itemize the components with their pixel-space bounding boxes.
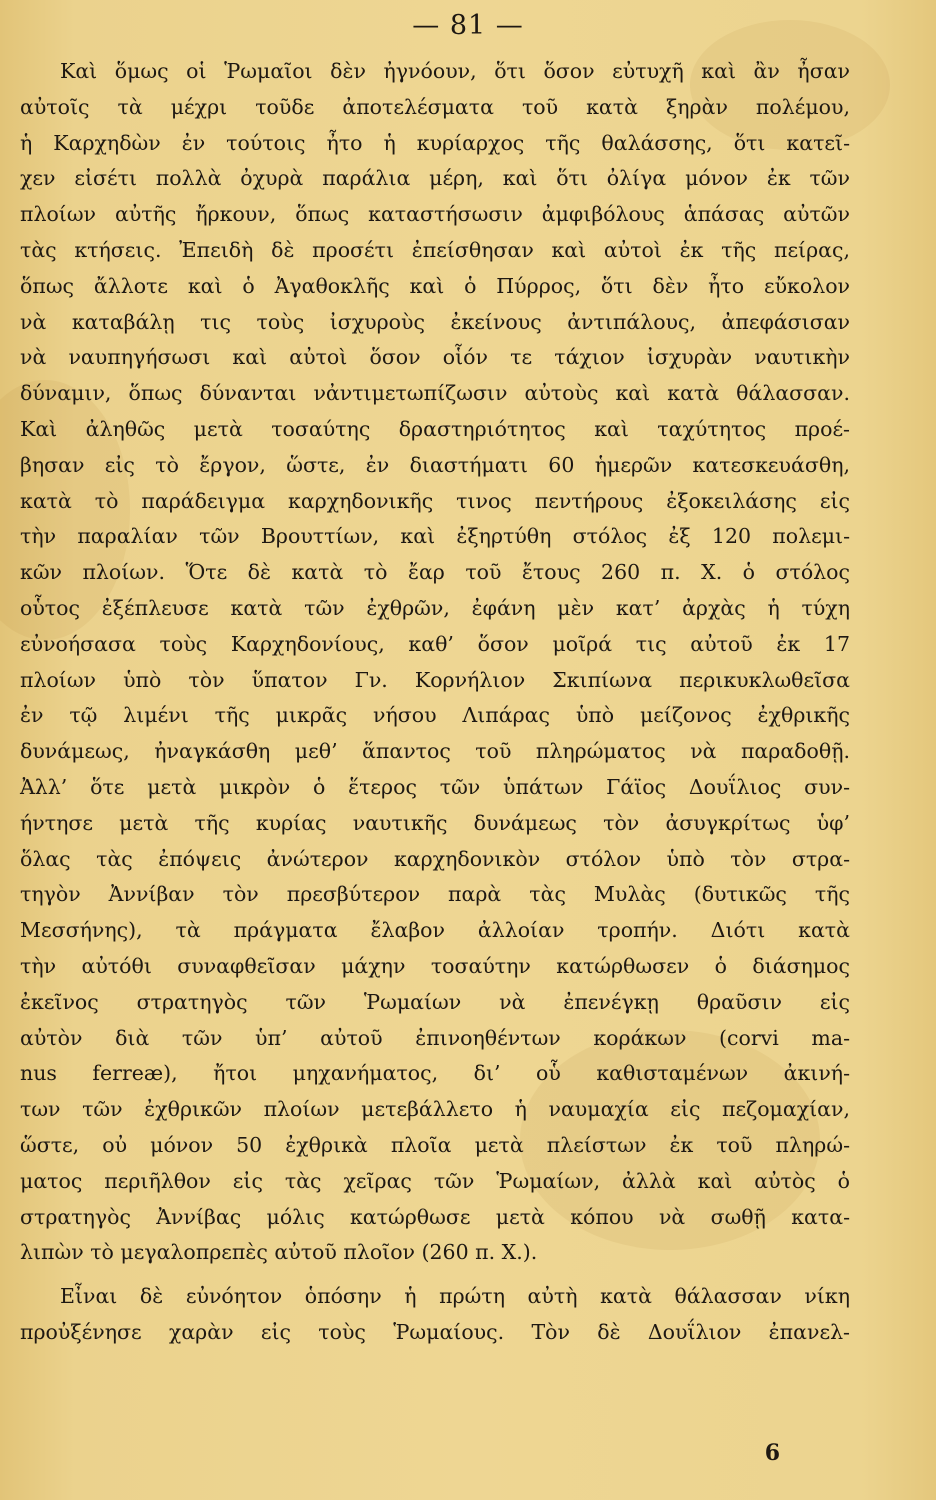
text-line: εὐνοήσασα τοὺς Καρχηδονίους, καθ’ ὅσον μοῖρά τις αὐτοῦ ἐκ 17 (20, 631, 850, 656)
text-line: των τῶν ἐχθρικῶν πλοίων μετεβάλλετο ἡ ναυμαχία εἰς πεζομαχίαν, (20, 1097, 850, 1122)
printer-signature-mark: 6 (764, 1440, 780, 1466)
text-line: Εἶναι δὲ εὐνόητον ὁπόσην ἡ πρώτη αὐτὴ κατὰ θάλασσαν νίκη (60, 1284, 850, 1309)
text-line: δύναμιν, ὅπως δύνανται νἀντιμετωπίζωσιν αὐτοὺς καὶ κατὰ θάλασσαν. (20, 381, 850, 406)
text-line: κατὰ τὸ παράδειγμα καρχηδονικῆς τινος πεντήρους ἐξοκειλάσης εἰς (20, 488, 850, 513)
body-text (20, 54, 850, 1351)
text-line: νὰ καταβάλῃ τις τοὺς ἰσχυροὺς ἐκείνους ἀντιπάλους, ἀπεφάσισαν (20, 309, 850, 334)
text-line: τὰς κτήσεις. Ἐπειδὴ δὲ προσέτι ἐπείσθησαν καὶ αὐτοὶ ἐκ τῆς πείρας, (20, 237, 850, 262)
text-line: τὴν αὐτόθι συναφθεῖσαν μάχην τοσαύτην κατώρθωσεν ὁ διάσημος (20, 953, 850, 978)
text-line: nus ferreæ), ἤτοι μηχανήματος, δι’ οὗ καθισταμένων ἀκινή- (20, 1061, 850, 1086)
text-line: χεν εἰσέτι πολλὰ ὀχυρὰ παράλια μέρη, καὶ ὅτι ὀλίγα μόνον ἐκ τῶν (20, 166, 850, 191)
text-line: οὗτος ἐξέπλευσε κατὰ τῶν ἐχθρῶν, ἐφάνη μὲν κατ’ ἀρχὰς ἡ τύχη (20, 595, 850, 620)
text-line: ήντησε μετὰ τῆς κυρίας ναυτικῆς δυνάμεως τὸν ἀσυγκρίτως ὑφ’ (20, 810, 850, 835)
text-line: κῶν πλοίων. Ὅτε δὲ κατὰ τὸ ἔαρ τοῦ ἔτους 260 π. Χ. ὁ στόλος (20, 560, 850, 585)
text-line: ὥστε, οὐ μόνον 50 ἐχθρικὰ πλοῖα μετὰ πλείστων ἐκ τοῦ πληρώ- (20, 1132, 850, 1157)
text-line: τὴν παραλίαν τῶν Βρουττίων, καὶ ἐξηρτύθη στόλος ἐξ 120 πολεμι- (20, 524, 850, 549)
text-line: ἡ Καρχηδὼν ἐν τούτοις ἦτο ἡ κυρίαρχος τῆς θαλάσσης, ὅτι κατεῖ- (20, 130, 850, 155)
text-line: ὅλας τὰς ἐπόψεις ἀνώτερον καρχηδονικὸν στόλον ὑπὸ τὸν στρα- (20, 846, 850, 871)
text-line: βησαν εἰς τὸ ἔργον, ὥστε, ἐν διαστήματι 60 ἡμερῶν κατεσκευάσθη, (20, 452, 850, 477)
text-line: προὐξένησε χαρὰν εἰς τοὺς Ῥωμαίους. Τὸν δὲ Δουΐλιον ἐπανελ- (20, 1319, 850, 1344)
text-line: αὐτοῖς τὰ μέχρι τοῦδε ἀποτελέσματα τοῦ κατὰ ξηρὰν πολέμου, (20, 94, 850, 119)
text-line: νὰ ναυπηγήσωσι καὶ αὐτοὶ ὅσον οἷόν τε τάχιον ἰσχυρὰν ναυτικὴν (20, 345, 850, 370)
text-line: πλοίων αὐτῆς ἤρκουν, ὅπως καταστήσωσιν ἀμφιβόλους ἁπάσας αὐτῶν (20, 202, 850, 227)
text-line: Ἀλλ’ ὅτε μετὰ μικρὸν ὁ ἕτερος τῶν ὑπάτων Γάϊος Δουΐλιος συν- (20, 774, 850, 799)
page-number: — 81 — (412, 10, 524, 41)
text-line: τηγὸν Ἀννίβαν τὸν πρεσβύτερον παρὰ τὰς Μυλὰς (δυτικῶς τῆς (20, 882, 850, 907)
text-line: αὐτὸν διὰ τῶν ὑπ’ αὐτοῦ ἐπινοηθέντων κοράκων (corvi ma- (20, 1025, 850, 1050)
text-line: ὅπως ἄλλοτε καὶ ὁ Ἀγαθοκλῆς καὶ ὁ Πύρρος, ὅτι δὲν ἦτο εὔκολον (20, 273, 850, 298)
text-line: ἐν τῷ λιμένι τῆς μικρᾶς νήσου Λιπάρας ὑπὸ μείζονος ἐχθρικῆς (20, 703, 850, 728)
text-line: Καὶ ἀληθῶς μετὰ τοσαύτης δραστηριότητος καὶ ταχύτητος προέ- (20, 416, 850, 441)
text-line: λιπὼν τὸ μεγαλοπρεπὲς αὐτοῦ πλοῖον (260 π. Χ.). (20, 1240, 538, 1265)
text-line: Καὶ ὅμως οἱ Ῥωμαῖοι δὲν ἠγνόουν, ὅτι ὅσον εὐτυχῆ καὶ ἂν ἦσαν (60, 59, 850, 83)
text-line: στρατηγὸς Ἀννίβας μόλις κατώρθωσε μετὰ κόπου νὰ σωθῇ κατα- (20, 1204, 850, 1229)
text-line: δυνάμεως, ἠναγκάσθη μεθ’ ἅπαντος τοῦ πληρώματος νὰ παραδοθῇ. (20, 739, 850, 764)
text-line: ἐκεῖνος στρατηγὸς τῶν Ῥωμαίων νὰ ἐπενέγκῃ θραῦσιν εἰς (20, 989, 850, 1014)
text-line: ματος περιῆλθον εἰς τὰς χεῖρας τῶν Ῥωμαίων, ἀλλὰ καὶ αὐτὸς ὁ (20, 1168, 850, 1193)
text-line: Μεσσήνης), τὰ πράγματα ἔλαβον ἀλλοίαν τροπήν. Διότι κατὰ (20, 918, 850, 943)
text-line: πλοίων ὑπὸ τὸν ὕπατον Γν. Κορνήλιον Σκιπίωνα περικυκλωθεῖσα (20, 667, 850, 692)
